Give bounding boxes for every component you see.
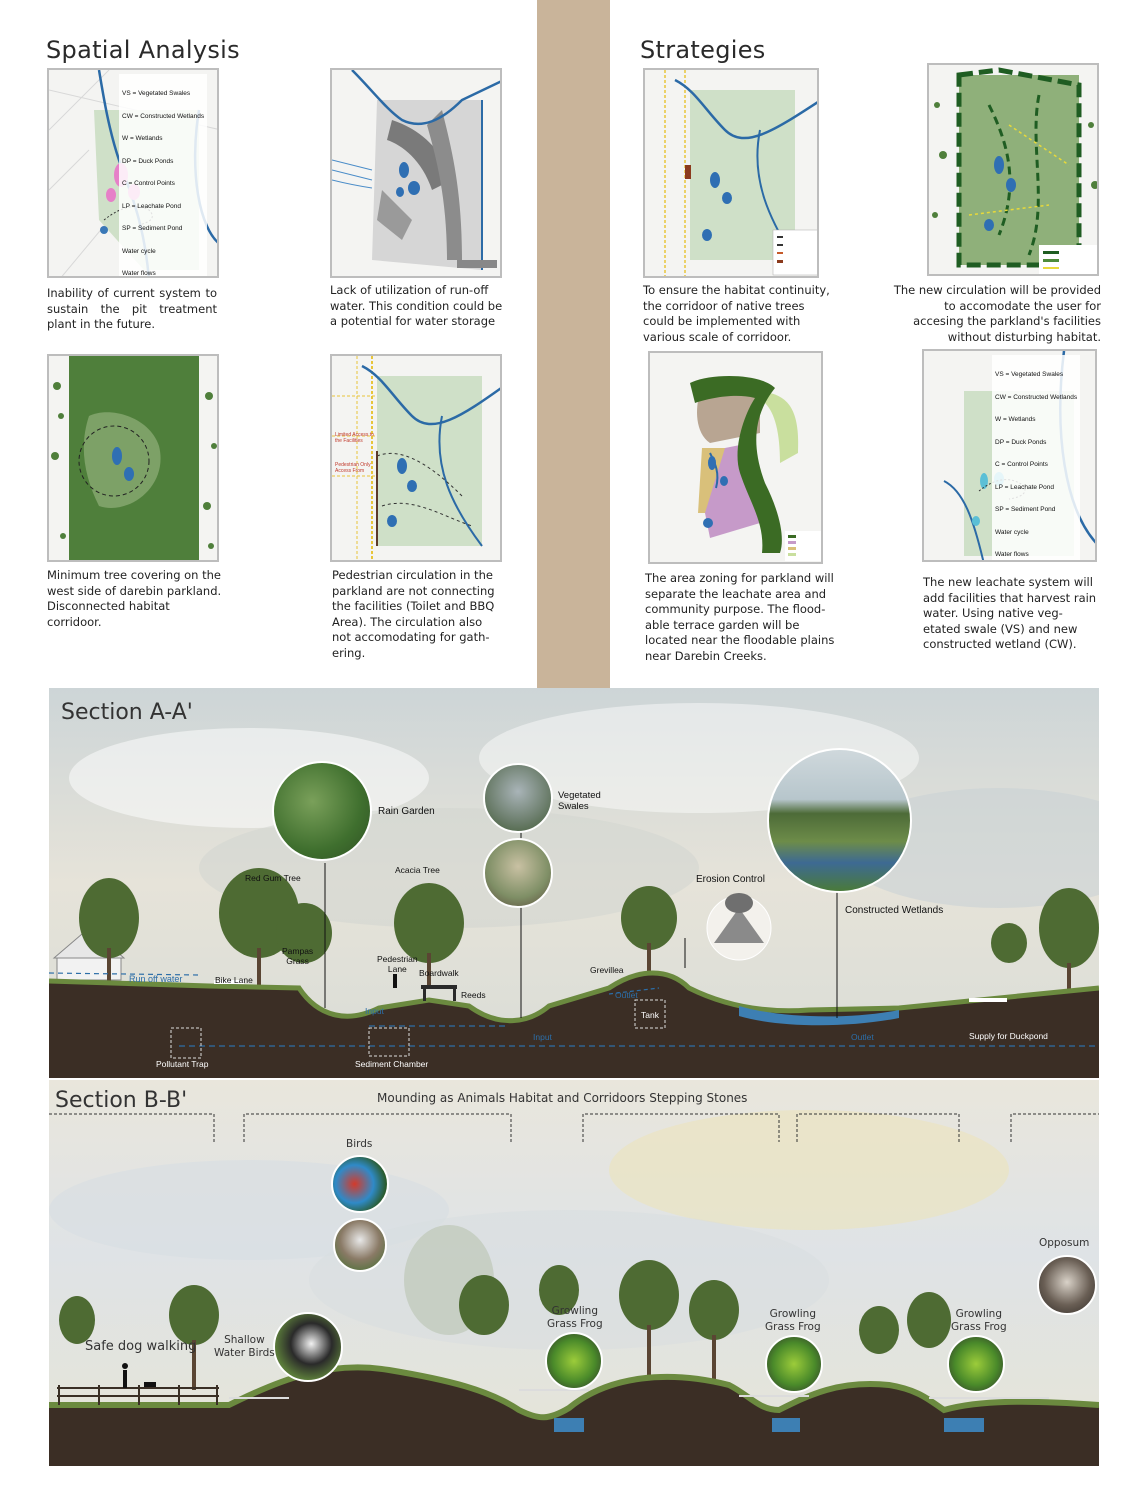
label-constructed-wetlands: Constructed Wetlands bbox=[845, 905, 944, 916]
label-birds: Birds bbox=[346, 1138, 373, 1150]
label-bike-lane: Bike Lane bbox=[215, 975, 253, 985]
center-divider bbox=[537, 0, 610, 688]
section-a bbox=[49, 688, 1099, 1078]
spatial-analysis-title: Spatial Analysis bbox=[46, 36, 240, 64]
map-tree-cover bbox=[47, 354, 219, 562]
label-safe-dog-walking: Safe dog walking bbox=[85, 1339, 197, 1354]
vegetated-swales-photo bbox=[483, 763, 553, 833]
legend-item: W = Wetlands bbox=[995, 416, 1036, 423]
legend-item: Water flows bbox=[995, 551, 1029, 558]
map-new-circulation bbox=[927, 63, 1099, 276]
label-frog-3: Growling Grass Frog bbox=[951, 1308, 1007, 1333]
label-frog-2: Growling Grass Frog bbox=[765, 1308, 821, 1333]
legend-water bbox=[119, 74, 207, 278]
frog-photo-1 bbox=[545, 1332, 603, 1390]
label-outlet-1: Outlet bbox=[615, 990, 638, 1000]
map-leachate-system bbox=[922, 349, 1097, 562]
legend-item: CW = Constructed Wetlands bbox=[995, 393, 1078, 401]
label-runoff: Run off water bbox=[129, 974, 183, 984]
label-sediment-chamber: Sediment Chamber bbox=[355, 1059, 429, 1069]
caption-strategy-2: The new circulation will be provided to accomodate the user for accesing the parkland's facilities without disturbing habitat. bbox=[893, 283, 1101, 344]
label-input-2: Input bbox=[533, 1032, 552, 1042]
legend-item: VS = Vegetated Swales bbox=[995, 371, 1064, 378]
svg-text:Pedestrian Only: Pedestrian Only bbox=[335, 462, 371, 468]
legend-item: VS = Vegetated Swales bbox=[122, 90, 191, 97]
section-a-title: Section A-A' bbox=[61, 700, 193, 725]
caption-spatial-1: Inability of current system to sustain the pit treatment plant in the future. bbox=[47, 286, 217, 331]
pedestrian-photo bbox=[483, 838, 553, 908]
strategies-title: Strategies bbox=[640, 36, 766, 64]
label-boardwalk: Boardwalk bbox=[419, 968, 459, 978]
map-circulation bbox=[330, 354, 502, 562]
caption-strategy-1: To ensure the habitat continuity, the corridoor of native trees could be implemented with various scale of corridoor. bbox=[643, 283, 830, 344]
svg-text:Access From: Access From bbox=[335, 468, 365, 474]
opposum-photo bbox=[1037, 1255, 1097, 1315]
shallow-water-bird-photo bbox=[273, 1312, 343, 1382]
label-pedestrian: Pedestrian Lane bbox=[377, 954, 418, 974]
label-frog-1: Growling Grass Frog bbox=[547, 1305, 603, 1330]
label-rain-garden: Rain Garden bbox=[378, 806, 435, 817]
label-grevillea: Grevillea bbox=[590, 965, 624, 975]
label-supply-duckpond: Supply for Duckpond bbox=[969, 1031, 1048, 1041]
label-tank: Tank bbox=[641, 1010, 659, 1020]
legend-item: Water cycle bbox=[995, 528, 1029, 536]
constructed-wetlands-photo bbox=[767, 748, 912, 893]
legend-item: CW = Constructed Wetlands bbox=[122, 112, 205, 120]
legend-item: Water flows bbox=[122, 270, 156, 277]
legend-item: LP = Leachate Pond bbox=[995, 483, 1054, 491]
label-input-1: Input bbox=[365, 1006, 384, 1016]
label-shallow-water-birds: Shallow Water Birds bbox=[214, 1334, 275, 1359]
label-opposum: Opposum bbox=[1039, 1237, 1090, 1249]
label-acacia: Acacia Tree bbox=[395, 865, 440, 875]
label-erosion: Erosion Control bbox=[696, 874, 765, 885]
map-water-system bbox=[47, 68, 219, 278]
legend-leachate bbox=[992, 355, 1080, 562]
rain-garden-photo bbox=[272, 761, 372, 861]
legend-item: SP = Sediment Pond bbox=[122, 225, 183, 232]
map-habitat-corridor bbox=[643, 68, 819, 278]
svg-text:the Facilities: the Facilities bbox=[335, 438, 363, 444]
section-b bbox=[49, 1080, 1099, 1466]
map-area-zoning bbox=[648, 351, 823, 564]
caption-spatial-2: Lack of utilization of run-off water. This condition could be a potential for water storage bbox=[330, 283, 503, 328]
caption-spatial-4: Pedestrian circulation in the parkland are not connecting the facilities (Toilet and BBQ Area). The circulation also not accomodating for gath- ering. bbox=[332, 568, 495, 660]
section-b-title: Section B-B' bbox=[55, 1088, 188, 1113]
caption-spatial-3: Minimum tree covering on the west side of darebin parkland. Disconnected habitat corridoor. bbox=[47, 568, 222, 629]
svg-text:Limited Access to: Limited Access to bbox=[335, 432, 374, 438]
label-vegetated-swales: Vegetated Swales bbox=[558, 790, 601, 812]
caption-strategy-3: The area zoning for parkland will separate the leachate area and community purpose. The flood- able terrace garden will be located near the floodable plains near Darebin Creeks. bbox=[645, 571, 835, 663]
label-pampas: Pampas Grass bbox=[282, 946, 314, 966]
legend-item: Water cycle bbox=[122, 247, 156, 255]
bird-kookaburra-photo bbox=[333, 1218, 387, 1272]
legend-item: DP = Duck Ponds bbox=[122, 157, 174, 165]
frog-photo-3 bbox=[947, 1335, 1005, 1393]
section-b-subtitle: Mounding as Animals Habitat and Corridoors Stepping Stones bbox=[377, 1091, 748, 1105]
bird-lorikeet-photo bbox=[331, 1155, 389, 1213]
caption-strategy-4: The new leachate system will add facilities that harvest rain water. Using native veg- etated swale (VS) and new constructed wetland (CW). bbox=[923, 575, 1097, 651]
frog-photo-2 bbox=[765, 1335, 823, 1393]
label-red-gum: Red Gum Tree bbox=[245, 873, 301, 883]
legend-item: W = Wetlands bbox=[122, 135, 163, 142]
legend-item: SP = Sediment Pond bbox=[995, 506, 1056, 513]
legend-item: C = Control Points bbox=[995, 461, 1048, 468]
label-outlet-2: Outlet bbox=[851, 1032, 874, 1042]
label-reeds: Reeds bbox=[461, 990, 486, 1000]
map-slopes bbox=[330, 68, 502, 278]
label-pollutant-trap: Pollutant Trap bbox=[156, 1059, 209, 1069]
legend-item: C = Control Points bbox=[122, 180, 175, 187]
legend-item: LP = Leachate Pond bbox=[122, 202, 181, 210]
legend-item: DP = Duck Ponds bbox=[995, 438, 1047, 446]
